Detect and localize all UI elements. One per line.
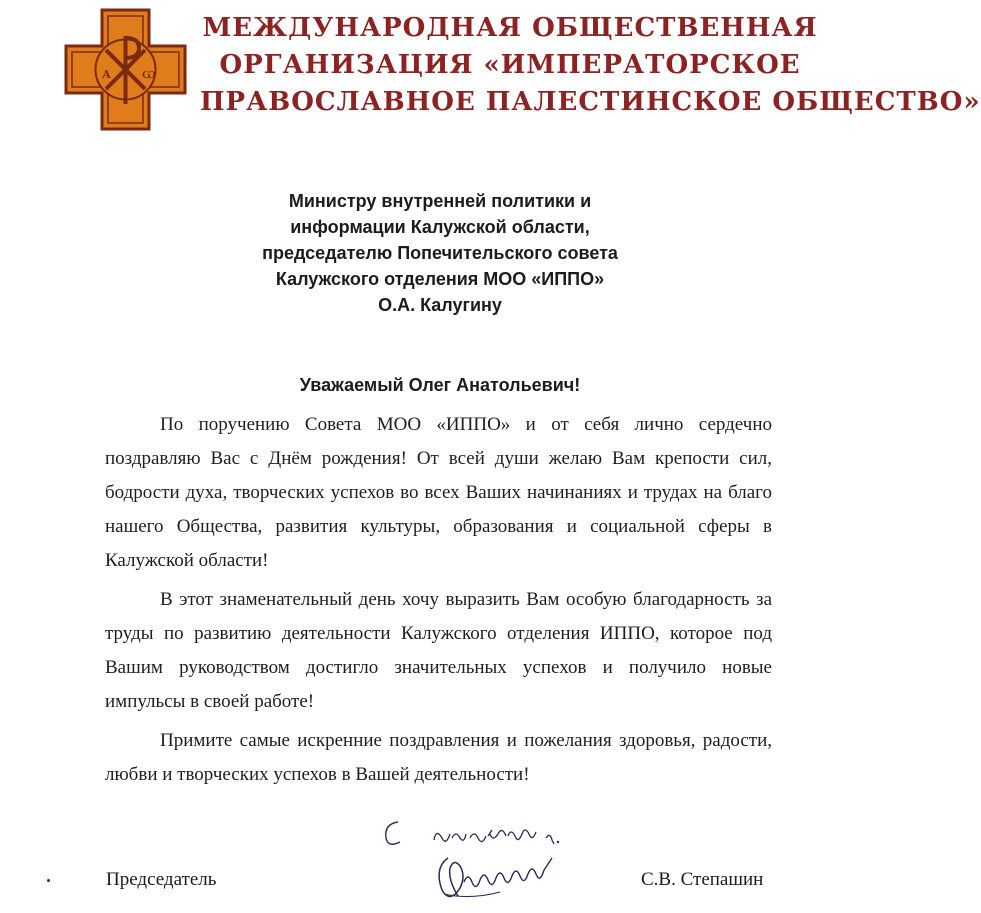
chi-rho-cross-emblem-icon (64, 8, 187, 131)
scan-dot (47, 879, 50, 882)
body-paragraph-1: По поручению Совета МОО «ИППО» и от себя лично сердечно поздравляю Вас с Днём рождения! От всей души желаю Вам крепости сил, бодрости духа, творческих успехов во всех Ваших начинаниях и трудах на благо нашего Общества, развития культуры, образования и социальной сферы в Калужской области! (105, 414, 772, 571)
addressee-name: О.А. Калугину (378, 295, 502, 315)
body-paragraph-3: Примите самые искренние поздравления и пожелания здоровья, радости, любви и творческих успехов в Вашей деятельности! (105, 730, 772, 785)
signatory-position: Председатель (106, 869, 217, 890)
salutation: Уважаемый Олег Анатольевич! (299, 375, 581, 395)
body-paragraph-2: В этот знаменательный день хочу выразить Вам особую благодарность за труды по развитию деятельности Калужского отделения ИППО, которое под Вашим руководством достигло значительных успехов и получило новые импульсы в своей работе! (105, 589, 772, 712)
addressee-line-3: председателю Попечительского совета (262, 243, 618, 263)
addressee-line-2: информации Калужской области, (290, 217, 590, 237)
addressee-line-4: Калужского отделения МОО «ИППО» (275, 269, 605, 289)
letter-body (105, 408, 772, 797)
signature (430, 848, 580, 908)
addressee-block (170, 188, 710, 318)
emblem-alpha-letter: А (102, 68, 111, 81)
org-title-line-3: ПРАВОСЛАВНОЕ ПАЛЕСТИНСКОЕ ОБЩЕСТВО» (200, 87, 981, 117)
emblem-omega-letter: Ѡ (142, 68, 156, 81)
org-title-line-1: МЕЖДУНАРОДНАЯ ОБЩЕСТВЕННАЯ (202, 13, 818, 43)
organization-title (200, 10, 981, 121)
org-title-line-2: ОРГАНИЗАЦИЯ «ИМПЕРАТОРСКОЕ (219, 50, 801, 80)
addressee-line-1: Министру внутренней политики и (288, 191, 592, 211)
signatory-name: С.В. Степашин (641, 869, 764, 890)
